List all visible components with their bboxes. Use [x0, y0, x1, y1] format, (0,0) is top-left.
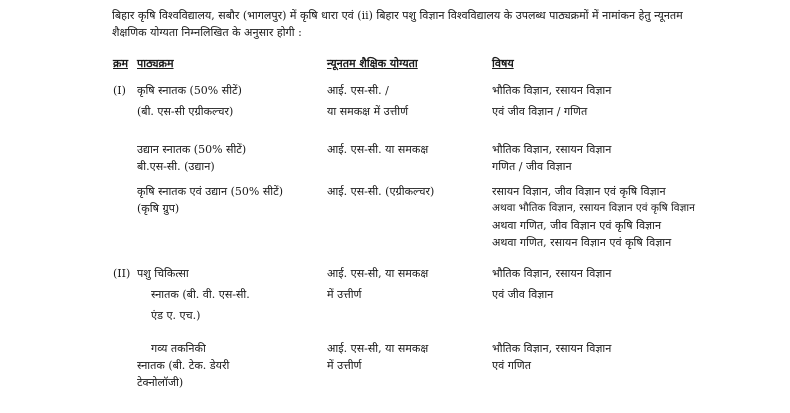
row-3-subject-line-3: अथवा गणित, जीव विज्ञान एवं कृषि विज्ञान — [492, 219, 662, 232]
row-3-course-line-2: (कृषि ग्रुप) — [137, 202, 180, 215]
row-4-course — [137, 265, 250, 324]
row-5-qualification — [327, 340, 428, 374]
row-5-subject — [492, 340, 611, 374]
row-2-subject-line-2: गणित / जीव विज्ञान — [492, 160, 572, 173]
row-5-subject-line-2: एवं गणित — [492, 359, 531, 372]
intro-line-2: शैक्षणिक योग्यता निम्नलिखित के अनुसार होगी : — [112, 26, 302, 39]
row-4-subject-line-1: भौतिक विज्ञान, रसायन विज्ञान — [492, 267, 612, 280]
row-4-subject-line-2: एवं जीव विज्ञान — [492, 288, 554, 301]
header-subject: विषय — [492, 57, 514, 70]
header-serial: क्रम — [113, 57, 129, 70]
row-2-course-line-2: बी.एस-सी. (उद्यान) — [137, 160, 215, 173]
row-5-course-line-3: टेक्नोलॉजी) — [137, 376, 184, 389]
row-4-course-line-1: पशु चिकित्सा — [137, 267, 189, 280]
row-4-course-line-2: स्नातक (बी. वी. एस-सी. — [151, 288, 250, 301]
row-5-qualification-line-2: में उत्तीर्ण — [327, 359, 362, 372]
row-2-qualification — [327, 141, 428, 158]
header-course: पाठ्यक्रम — [137, 57, 174, 70]
row-1-subject-line-1: भौतिक विज्ञान, रसायन विज्ञान — [492, 84, 612, 97]
row-5-qualification-line-1: आई. एस-सी, या समकक्ष — [327, 342, 429, 355]
row-1-qualification-line-1: आई. एस-सी. / — [327, 84, 389, 97]
row-1-course-line-2: (बी. एस-सी एग्रीकल्चर) — [137, 105, 234, 118]
row-1-course — [137, 82, 242, 120]
row-2-subject-line-1: भौतिक विज्ञान, रसायन विज्ञान — [492, 143, 612, 156]
header-qualification: न्यूनतम शैक्षिक योग्यता — [327, 57, 418, 70]
row-1-course-line-1: कृषि स्नातक (50% सीटें) — [137, 84, 242, 97]
row-1-serial: (I) — [113, 84, 126, 97]
row-3-subject-line-2: अथवा भौतिक विज्ञान, रसायन विज्ञान एवं कृषि विज्ञान — [492, 202, 695, 214]
row-4-subject — [492, 265, 611, 303]
row-4-qualification — [327, 265, 428, 303]
row-5-subject-line-1: भौतिक विज्ञान, रसायन विज्ञान — [492, 342, 612, 355]
row-2-subject — [492, 141, 611, 175]
row-3-course-line-1: कृषि स्नातक एवं उद्यान (50% सीटें) — [137, 185, 283, 198]
row-4-course-line-3: एंड ए. एच.) — [151, 309, 201, 322]
row-2-course — [137, 141, 246, 175]
row-1-qualification — [327, 82, 408, 120]
row-5-course-line-2: स्नातक (बी. टेक. डेयरी — [137, 359, 230, 372]
row-3-subject — [492, 183, 695, 251]
row-4-qualification-line-2: में उत्तीर्ण — [327, 288, 362, 301]
row-1-subject-line-2: एवं जीव विज्ञान / गणित — [492, 105, 588, 118]
row-1-subject — [492, 82, 611, 120]
row-4-qualification-line-1: आई. एस-सी, या समकक्ष — [327, 267, 429, 280]
row-2-qualification-line-1: आई. एस-सी. या समकक्ष — [327, 143, 429, 156]
row-1-qualification-line-2: या समकक्ष में उत्तीर्ण — [327, 105, 409, 118]
row-5-course-line-1: गव्य तकनिकी — [151, 342, 206, 355]
row-3-subject-line-4: अथवा गणित, रसायन विज्ञान एवं कृषि विज्ञान — [492, 236, 672, 249]
row-4-serial: (II) — [113, 267, 131, 280]
row-5-course — [137, 340, 229, 391]
row-3-qualification — [327, 183, 434, 200]
row-2-course-line-1: उद्यान स्नातक (50% सीटें) — [137, 143, 247, 156]
row-3-subject-line-1: रसायन विज्ञान, जीव विज्ञान एवं कृषि विज्ञान — [492, 185, 666, 198]
row-3-course — [137, 183, 283, 217]
intro-line-1: बिहार कृषि विश्वविद्यालय, सबौर (भागलपुर) में कृषि धारा एवं (ii) बिहार पशु विज्ञान विश्वविद्यालय के उपलब्ध पाठ्यक्रमों में नामांकन हेतु न्यूनतम — [112, 9, 683, 22]
row-3-qualification-line-1: आई. एस-सी. (एग्रीकल्चर) — [327, 185, 435, 198]
intro-paragraph — [112, 7, 752, 41]
